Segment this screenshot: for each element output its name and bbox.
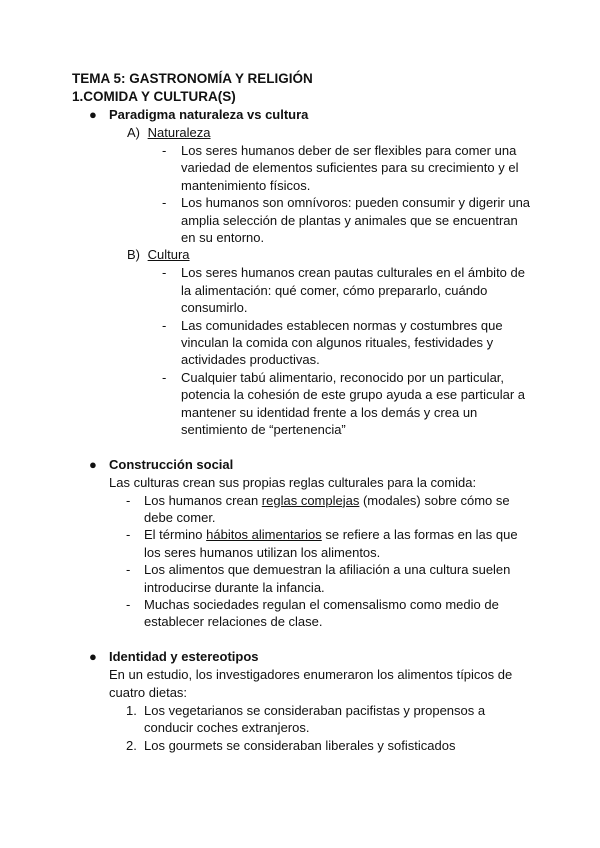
item-number: 1. [126,702,137,718]
bullet-construccion [72,456,532,474]
subheading-text: Cultura [147,247,190,263]
list-item-text: Los seres humanos crean pautas culturales en el ámbito de la alimentación: qué comer, cómo prepararlo, cuándo consumirlo. [181,265,525,316]
bullet-icon: ● [89,456,97,472]
list-item [72,596,532,631]
list-item-text: Las comunidades establecen normas y costumbres que vinculan la comida con algunos rituales, festividades y actividades productivas. [181,317,503,368]
bullet-title: Identidad y estereotipos [109,648,259,664]
numbered-item-text: Los gourmets se consideraban liberales y sofisticados [144,737,456,753]
list-item-text: Cualquier tabú alimentario, reconocido por un particular, potencia la cohesión de este grupo ayuda a ese particular a mantener su identidad frente a los demás y crea un sentimiento de “pertenencia” [181,369,526,438]
item-number: 2. [126,737,137,753]
subheading-naturaleza [72,124,532,142]
list-item-text: El término hábitos alimentarios se refiere a las formas en las que los seres humanos utilizan los alimentos. [144,527,518,560]
bullet-paradigma [72,106,532,124]
list-item [72,317,532,369]
list-item-text: Los humanos crean reglas complejas (modales) sobre cómo se debe comer. [144,492,510,525]
list-item-text: Muchas sociedades regulan el comensalismo como medio de establecer relaciones de clase. [144,596,499,630]
paragraph: En un estudio, los investigadores enumeraron los alimentos típicos de cuatro dietas: [109,666,513,700]
document-page [72,70,532,754]
list-item [72,194,532,246]
list-item [72,264,532,316]
dash-marker: - [126,492,131,508]
subheading-text: Naturaleza [147,125,211,140]
dash-marker: - [162,143,167,158]
dash-marker: - [126,596,131,612]
bullet-icon: ● [89,107,97,122]
underlined-term: hábitos alimentarios [206,527,322,543]
subheading-cultura [72,246,532,264]
underlined-term: reglas complejas [261,492,360,508]
dash-marker: - [126,562,131,578]
numbered-item [72,702,532,737]
list-item [72,526,532,561]
list-item-text: Los seres humanos deber de ser flexibles para comer una variedad de elementos suficientes para su crecimiento y el mantenimiento físicos. [181,143,519,193]
bullet-icon: ● [89,648,97,664]
list-item [72,369,532,439]
bullet-identidad [72,648,532,666]
list-item [72,492,532,527]
bullet-title: Construcción social [109,456,234,472]
list-item [72,142,532,194]
dash-marker: - [162,369,167,385]
bullet-title: Paradigma naturaleza vs cultura [109,107,309,122]
list-item [72,561,532,596]
paragraph: Las culturas crean sus propias reglas culturales para la comida: [109,474,477,490]
subheading-label: A) [127,125,140,140]
dash-marker: - [126,527,131,543]
dash-marker: - [162,265,167,281]
numbered-item [72,737,532,754]
list-item-text: Los humanos son omnívoros: pueden consumir y digerir una amplia selección de plantas y animales que se encuentran en su entorno. [181,195,531,246]
dash-marker: - [162,195,167,211]
dash-marker: - [162,317,167,333]
list-item-text: Los alimentos que demuestran la afiliación a una cultura suelen introducirse durante la infancia. [144,562,511,595]
document-title: TEMA 5: GASTRONOMÍA Y RELIGIÓN [72,71,313,86]
numbered-item-text: Los vegetarianos se consideraban pacifistas y propensos a conducir coches extranjeros. [144,702,486,736]
subheading-label: B) [127,247,140,263]
section-title: 1.COMIDA Y CULTURA(S) [72,89,236,104]
